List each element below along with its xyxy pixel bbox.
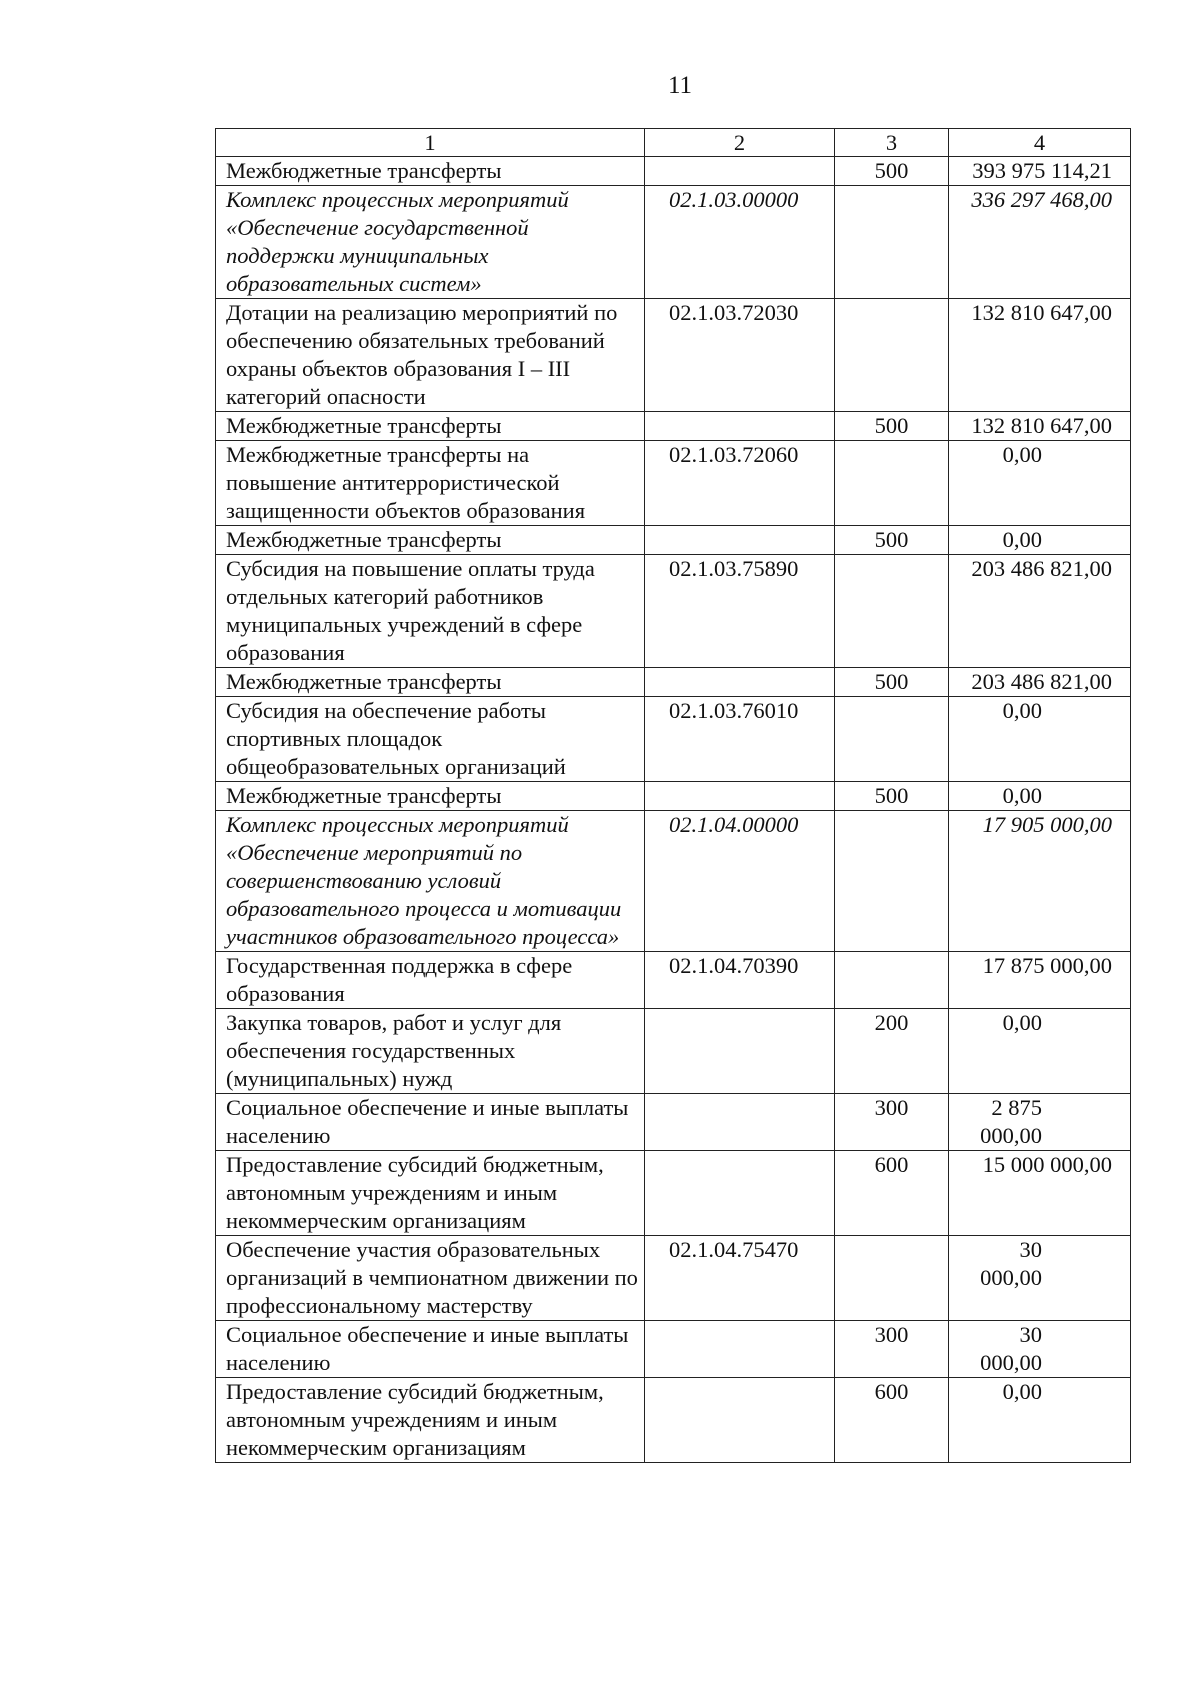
row-expense-kind-cell <box>835 186 949 299</box>
row-name-cell: Межбюджетные трансферты на повышение антитеррористической защищенности объектов образования <box>216 441 645 526</box>
row-expense-kind-cell: 600 <box>835 1378 949 1463</box>
row-code-cell <box>645 1009 835 1094</box>
row-expense-kind-cell: 500 <box>835 782 949 811</box>
row-name-cell: Комплекс процессных мероприятий «Обеспечение государственной поддержки муниципальных образовательных систем» <box>216 186 645 299</box>
row-expense-kind-cell: 500 <box>835 526 949 555</box>
table-row <box>216 526 1131 555</box>
row-name-cell: Предоставление субсидий бюджетным, автономным учреждениям и иным некоммерческим организациям <box>216 1151 645 1236</box>
table-row <box>216 811 1131 952</box>
page-number: 11 <box>667 72 693 99</box>
table-row <box>216 952 1131 1009</box>
table-row <box>216 299 1131 412</box>
row-code-cell: 02.1.04.70390 <box>645 952 835 1009</box>
row-name-cell: Межбюджетные трансферты <box>216 412 645 441</box>
row-code-cell: 02.1.03.00000 <box>645 186 835 299</box>
row-name-cell: Межбюджетные трансферты <box>216 668 645 697</box>
row-amount-cell: 132 810 647,00 <box>949 299 1131 412</box>
row-name-cell: Предоставление субсидий бюджетным, автономным учреждениям и иным некоммерческим организациям <box>216 1378 645 1463</box>
row-expense-kind-cell <box>835 952 949 1009</box>
row-code-cell <box>645 668 835 697</box>
row-name-cell: Субсидия на повышение оплаты труда отдельных категорий работников муниципальных учреждений в сфере образования <box>216 555 645 668</box>
row-amount-cell: 2 875 000,00 <box>949 1094 1131 1151</box>
row-code-cell: 02.1.03.72030 <box>645 299 835 412</box>
row-expense-kind-cell <box>835 697 949 782</box>
row-expense-kind-cell: 600 <box>835 1151 949 1236</box>
table-row <box>216 782 1131 811</box>
row-amount-cell: 15 000 000,00 <box>949 1151 1131 1236</box>
row-name-cell: Государственная поддержка в сфере образования <box>216 952 645 1009</box>
budget-table <box>215 128 1131 1463</box>
table-row <box>216 668 1131 697</box>
row-amount-cell: 393 975 114,21 <box>949 157 1131 186</box>
row-code-cell: 02.1.04.00000 <box>645 811 835 952</box>
row-expense-kind-cell <box>835 811 949 952</box>
row-expense-kind-cell: 500 <box>835 668 949 697</box>
row-amount-cell: 132 810 647,00 <box>949 412 1131 441</box>
table-row <box>216 157 1131 186</box>
row-amount-cell: 0,00 <box>949 441 1131 526</box>
row-amount-cell: 0,00 <box>949 782 1131 811</box>
row-code-cell <box>645 412 835 441</box>
row-name-cell: Социальное обеспечение и иные выплаты населению <box>216 1094 645 1151</box>
row-amount-cell: 203 486 821,00 <box>949 555 1131 668</box>
column-number-2: 2 <box>645 129 835 157</box>
table-row <box>216 697 1131 782</box>
row-code-cell: 02.1.03.76010 <box>645 697 835 782</box>
row-code-cell <box>645 1321 835 1378</box>
row-code-cell: 02.1.03.72060 <box>645 441 835 526</box>
column-number-row <box>216 129 1131 157</box>
row-code-cell <box>645 782 835 811</box>
table-row <box>216 1321 1131 1378</box>
row-name-cell: Межбюджетные трансферты <box>216 157 645 186</box>
row-name-cell: Дотации на реализацию мероприятий по обеспечению обязательных требований охраны объектов образования I – III категорий опасности <box>216 299 645 412</box>
table-row <box>216 1378 1131 1463</box>
row-amount-cell: 0,00 <box>949 526 1131 555</box>
row-code-cell <box>645 1151 835 1236</box>
row-expense-kind-cell: 300 <box>835 1321 949 1378</box>
row-amount-cell: 30 000,00 <box>949 1321 1131 1378</box>
row-name-cell: Обеспечение участия образовательных организаций в чемпионатном движении по профессиональному мастерству <box>216 1236 645 1321</box>
row-code-cell <box>645 1094 835 1151</box>
table-row <box>216 412 1131 441</box>
table-row <box>216 1094 1131 1151</box>
row-expense-kind-cell: 300 <box>835 1094 949 1151</box>
row-name-cell: Межбюджетные трансферты <box>216 782 645 811</box>
row-name-cell: Субсидия на обеспечение работы спортивных площадок общеобразовательных организаций <box>216 697 645 782</box>
row-amount-cell: 203 486 821,00 <box>949 668 1131 697</box>
table-row <box>216 1009 1131 1094</box>
row-amount-cell: 17 875 000,00 <box>949 952 1131 1009</box>
table-row <box>216 186 1131 299</box>
row-amount-cell: 0,00 <box>949 1378 1131 1463</box>
row-name-cell: Закупка товаров, работ и услуг для обеспечения государственных (муниципальных) нужд <box>216 1009 645 1094</box>
row-code-cell <box>645 526 835 555</box>
column-number-3: 3 <box>835 129 949 157</box>
row-expense-kind-cell: 500 <box>835 412 949 441</box>
table-row <box>216 1236 1131 1321</box>
row-code-cell: 02.1.04.75470 <box>645 1236 835 1321</box>
row-name-cell: Комплекс процессных мероприятий «Обеспечение мероприятий по совершенствованию условий образовательного процесса и мотивации участников образовательного процесса» <box>216 811 645 952</box>
row-name-cell: Социальное обеспечение и иные выплаты населению <box>216 1321 645 1378</box>
row-code-cell: 02.1.03.75890 <box>645 555 835 668</box>
table-row <box>216 555 1131 668</box>
row-amount-cell: 30 000,00 <box>949 1236 1131 1321</box>
row-code-cell <box>645 157 835 186</box>
row-expense-kind-cell: 500 <box>835 157 949 186</box>
row-expense-kind-cell <box>835 555 949 668</box>
row-expense-kind-cell <box>835 1236 949 1321</box>
column-number-4: 4 <box>949 129 1131 157</box>
table-row <box>216 441 1131 526</box>
row-expense-kind-cell: 200 <box>835 1009 949 1094</box>
row-expense-kind-cell <box>835 299 949 412</box>
row-amount-cell: 336 297 468,00 <box>949 186 1131 299</box>
column-number-1: 1 <box>216 129 645 157</box>
row-amount-cell: 17 905 000,00 <box>949 811 1131 952</box>
row-amount-cell: 0,00 <box>949 1009 1131 1094</box>
row-amount-cell: 0,00 <box>949 697 1131 782</box>
row-expense-kind-cell <box>835 441 949 526</box>
row-name-cell: Межбюджетные трансферты <box>216 526 645 555</box>
budget-table-body <box>216 129 1131 1463</box>
table-row <box>216 1151 1131 1236</box>
row-code-cell <box>645 1378 835 1463</box>
